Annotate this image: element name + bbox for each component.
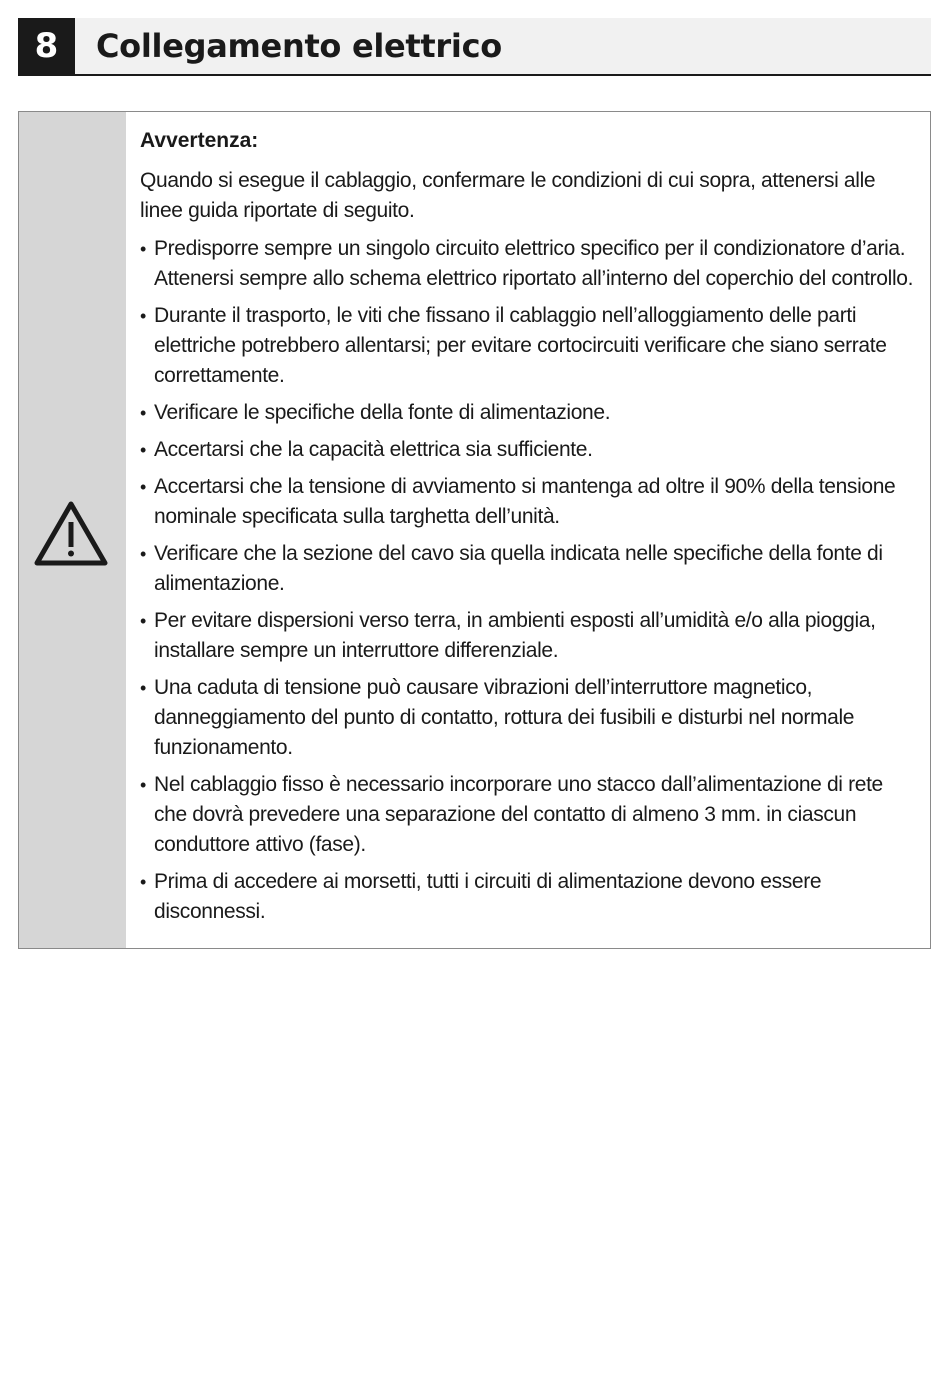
list-item: • Accertarsi che la tensione di avviamento si mantenga ad oltre il 90% della tensione nominale specificata sulla targhetta dell’unità. — [140, 472, 920, 532]
list-item: • Accertarsi che la capacità elettrica sia sufficiente. — [140, 435, 920, 465]
bullet-icon: • — [140, 775, 147, 795]
warning-list — [140, 234, 920, 927]
list-item: • Prima di accedere ai morsetti, tutti i circuiti di alimentazione devono essere disconnessi. — [140, 867, 920, 927]
warning-title: Avvertenza: — [140, 129, 259, 152]
section-number: 8 — [18, 18, 75, 74]
bullet-icon: • — [140, 678, 147, 698]
bullet-icon: • — [140, 440, 147, 460]
warning-triangle-icon — [33, 500, 109, 568]
section-header — [18, 18, 931, 76]
list-item: • Verificare le specifiche della fonte di alimentazione. — [140, 398, 920, 428]
bullet-icon: • — [140, 544, 147, 564]
list-item: • Una caduta di tensione può causare vibrazioni dell’interruttore magnetico, danneggiamento del punto di contatto, rottura dei fusibili e disturbi nel normale funzionamento. — [140, 673, 920, 763]
bullet-icon: • — [140, 239, 147, 259]
list-item: • Verificare che la sezione del cavo sia quella indicata nelle specifiche della fonte di alimentazione. — [140, 539, 920, 599]
bullet-icon: • — [140, 403, 147, 423]
list-item: • Per evitare dispersioni verso terra, in ambienti esposti all’umidità e/o alla pioggia, installare sempre un interruttore differenziale. — [140, 606, 920, 666]
bullet-icon: • — [140, 611, 147, 631]
list-item: • Predisporre sempre un singolo circuito elettrico specifico per il condizionatore d’aria. Attenersi sempre allo schema elettrico riportato all’interno del coperchio del controllo. — [140, 234, 920, 294]
section-title: Collegamento elettrico — [96, 27, 502, 65]
warning-box — [18, 111, 931, 949]
list-item: • Durante il trasporto, le viti che fissano il cablaggio nell’alloggiamento delle parti elettriche potrebbero allentarsi; per evitare cortocircuiti verificare che siano serrate correttamente. — [140, 301, 920, 391]
bullet-icon: • — [140, 477, 147, 497]
bullet-icon: • — [140, 872, 147, 892]
warning-sidebar — [19, 112, 126, 948]
warning-content — [140, 126, 920, 934]
list-item: • Nel cablaggio fisso è necessario incorporare uno stacco dall’alimentazione di rete che dovrà prevedere una separazione del contatto di almeno 3 mm. in ciascun conduttore attivo (fase). — [140, 770, 920, 860]
bullet-icon: • — [140, 306, 147, 326]
warning-intro: Quando si esegue il cablaggio, confermare le condizioni di cui sopra, attenersi alle linee guida riportate di seguito. — [140, 169, 876, 222]
